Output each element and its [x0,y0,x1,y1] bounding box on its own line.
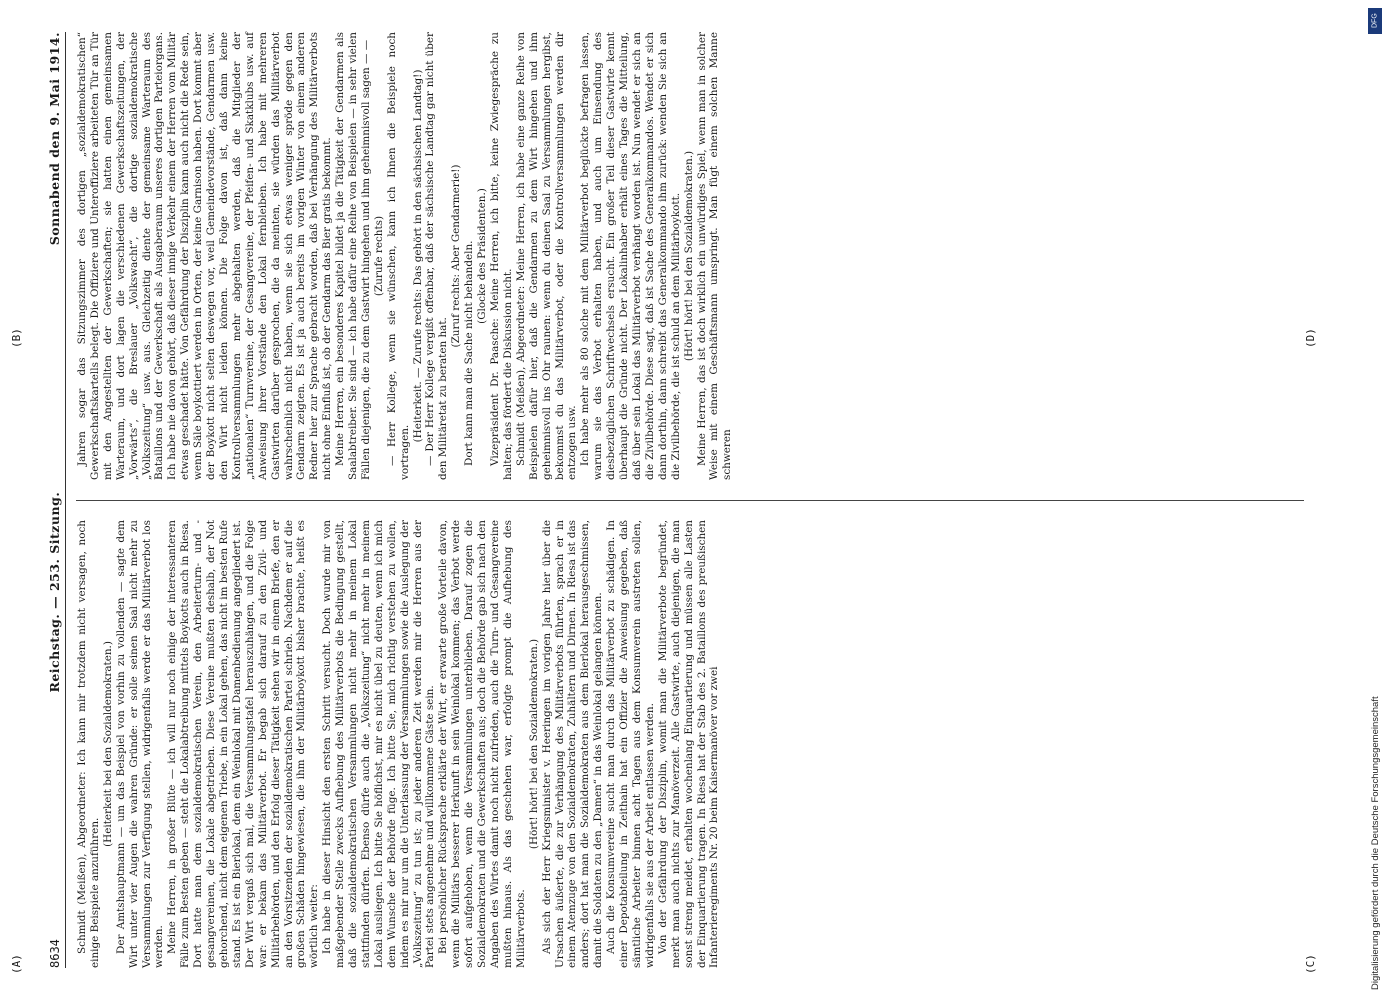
dfg-logo: DFG [1368,8,1382,34]
paragraph: Jahren sogar das Sitzungszimmer des dortigen „sozialdemokratischen“ Gewerkschaftskartells belegt. Die Offiziere und Unteroffiziere arbeiteten Tür an Tür mit den Angestellten der Gewerkschaften; sie hatten einen gemeinsamen Warteraum, und dort lagen die verschiedenen Gewerkschaftszeitungen, der „Vorwärts“, die Breslauer „Volkswacht“, die dortige sozialdemokratische „Volkszeitung“ usw. aus. Gleichzeitig diente der gemeinsame Warteraum des Bataillons und der Gewerkschaft als Ausgaberaum unseres dortigen Parteiorgans. Ich habe nie davon gehört, daß dieser innige Verkehr einem der Herren vom Militär etwas geschadet hätte. Von Gefährdung der Disziplin kann auch nicht die Rede sein, wenn Säle boykottiert werden in Orten, der keine Garnison haben. Dort kommt aber der Boykott nicht selten deswegen vor, weil Gemeindevorstände, Gendarmen usw. den Wirt nicht leiden können. Die Folge davon ist, daß dann keine Kontrollversammlungen mehr abgehalten werden, daß die Mitglieder der „nationalen“ Turnvereine, der Gesangvereine, der Pfeifen- und Skatklubs usw. auf Anweisung ihrer Vorstände den Lokal fernbleiben. Ich habe mit mehreren Gastwirten darüber gesprochen, die da meinten, sie würden das Militärverbot wahrscheinlich nicht haben, wenn sie sich etwas weniger spröde gegen den Gendarm zeigten. Es ist ja auch bereits im vorigen Winter von einem anderen Redner hier zur Sprache gebracht worden, daß bei Verhängung des Militärverbots nicht ohne Einfluß ist, ob der Gendarm das Bier gratis bekommt. [76,32,334,480]
paragraph: Als sich der Herr Kriegsminister v. Heeringen im vorigen Jahre hier über die Ursachen äußerte, die zur Verhängung des Militärverbots führten, sprach er in einem Atemzuge von den Sozialdemokraten, Zuhältern und Dirnen. In Riesa ist das anders; dort hat man die Sozialdemokraten aus dem Bierlokal herausgeschmissen, damit die Soldaten zu den „Damen“ in das Weinlokal gelangen können. [540,520,605,968]
paragraph: Dort kann man die Sache nicht behandeln. [463,240,476,466]
paragraph: — Herr Kollege, wenn sie wünschen, kann ich Ihnen die Beispiele noch vortragen. [385,32,411,480]
interjection: (Zuruf rechts: Aber Gendarmerie!) [450,164,463,348]
interjection: (Heiterkeit bei den Sozialdemokraten.) [101,641,114,847]
session-date: Sonnabend den 9. Mai 1914. [47,32,62,246]
column-divider [76,500,1304,501]
page-number: 8634 [48,939,62,968]
paragraph: Vizepräsident Dr. Paasche: Meine Herren, ich bitte, keine Zwiegespräche zu halten; das fördert die Diskussion nicht. [489,32,514,480]
paragraph: Bei persönlicher Rücksprache erklärte der Wirt, er erwarte große Vorteile davon, wenn die Militärs besserer Herkunft in sein Weinlokal kommen; das Verbot werde sofort aufgehoben, wenn die Versammlungen unterblieben. Darauf zogen die Sozialdemokraten und die Gewerkschaften aus; doch die Behörde gab sich nach den Angaben des Wirtes damit noch nicht zufrieden, auch die Turn- und Gesangvereine mußten hinaus. Als das geschehen war, erfolgte prompt die Aufhebung des Militärverbots. [437,520,527,968]
quotation: Ich habe in dieser Hinsicht den ersten Schritt versucht. Doch wurde mir von maßgebender Stelle zwecks Aufhebung des Militärverbots die Bedingung gestellt, daß die sozialdemokratischen Versammlungen nicht mehr in meinem Lokal stattfinden dürfen. Ebenso dürfe auch die „Volkszeitung“ nicht mehr in meinem Lokal ausliegen. Ich bitte Sie höflichst, mir es nicht übel zu deuten, wenn ich mich dem Wunsche der Behörde füge. Ich bitte Sie, mich richtig verstehen zu wollen, indem es mir nur um die Unterlassung der Versammlungen sowie die Auslegung der „Volkszeitung“ zu tun ist; zu jeder anderen Zeit werden mir die Herren aus der Partei stets angenehme und willkommene Gäste sein. [321,520,437,968]
interjection: (Hört! hört! bei den Sozialdemokraten.) [527,638,540,850]
session-title: Reichstag. — 253. Sitzung. [47,491,62,693]
interjection: (Zurufe rechts) [372,215,385,297]
paragraph: Ich habe mehr als 80 solche mit dem Militärverbot beglückte befragen lassen, warum sie das Verbot erhalten haben, und auch um Einsendung des diesbezüglichen Schriftwechsels ersucht. Ein großer Teil dieser Gastwirte kennt überhaupt die Gründe nicht. Der Lokalinhaber erhält eines Tages die Mitteilung, daß über sein Lokal das Militärverbot verhängt worden ist. Nun wendet er sich an die Zivilbehörde. Diese sagt, daß ist Sache des Generalkommandos. Wendet er sich dann dorthin, dann schreibt das Generalkommando ihm zurück: wenden Sie sich an die Zivilbehörde, die ist schuld an dem Militärboykott. [579,32,682,480]
paragraph: Schmidt (Meißen), Abgeordneter: Meine Herren, ich habe eine ganze Reihe von Beispielen dafür hier, daß die Gendarmen zu dem Wirt hingehen und ihm geheimnisvoll ins Ohr raunen: wenn du deinen Saal zu Versammlungen hergibst, bekommst du das Militärverbot, oder die Kontrollversammlungen werden dir entzogen usw. [514,32,579,480]
paragraph: Schmidt (Meißen), Abgeordneter: Ich kann mir trotzdem nicht versagen, noch einige Beispiele anzuführen. [76,520,101,968]
interjection: (Hört! hört! bei den Sozialdemokraten.) [682,150,695,362]
margin-mark-a: (A) [10,954,23,974]
paragraph: Meine Herren, das ist doch wirklich ein unwürdiges Spiel, wenn man in solcher Weise mit einem Geschäftsmann umspringt. Man fügt einem solchen Manne schweren [695,32,734,480]
paragraph: Meine Herren, in großer Blüte — ich will nur noch einige der interessanteren Fälle zum Besten geben — steht die Lokalabtreibung mittels Boykotts auch in Riesa. Dort hatte man dem sozialdemokratischen Verein, den Arbeiterturn- und -gesangvereinen, die Lokale abgetrieben. Diese Vereine mußten deshalb, der Not gehorchend, nicht dem eigenen Triebe, in ein Lokal gehen, das nicht im besten Rufe stand. Es ist ein Bierlokal, dem ein Weinlokal mit Damenbedienung angegliedert ist. Der Wirt vergaß sich mal, die Versammlungstafel herauszuhängen, und die Folge war: er bekam das Militärverbot. Er begab sich darauf zu den Zivil- und Militärbehörden, und den Erfolg dieser Tätigkeit sehen wir in einem Briefe, den er an den Vorsitzenden der sozialdemokratischen Partei schrieb. Nachdem er auf die großen Schäden hingewiesen, die ihm der Militärboykott bisher brachte, heißt es wörtlich weiter: [166,520,321,968]
paragraph: Auch die Konsumvereine sucht man durch das Militärverbot zu schädigen. In einer Depotabteilung in Zeithain hat ein Offizier die Anweisung gegeben, daß sämtliche Arbeiter binnen acht Tagen aus dem Konsumverein austreten sollen, widrigenfalls sie aus der Arbeit entlassen werden. [605,520,656,968]
page-header [32,32,66,968]
rotated-content [10,32,1322,974]
margin-mark-b: (B) [10,328,23,348]
left-column [76,520,721,968]
interjection: (Glocke des Präsidenten.) [476,188,489,324]
interjection: (Heiterkeit. — Zurufe rechts: Das gehört in den sächsischen Landtag!) [411,69,424,443]
margin-mark-c: (C) [1304,954,1317,974]
paragraph: Von der Gefährdung der Disziplin, womit man die Militärverbote begründet, merkt man auch nichts zur Manöverzeit. Alle Gastwirte, auch diejenigen, die man sonst streng meidet, erhalten wochenlang Einquartierung und müssen alle Lasten der Einquartierung tragen. In Riesa hat der Stab des 2. Bataillons des preußischen Infanterieregiments Nr. 20 beim Kaisermanöver vor zwei [656,520,721,968]
digitization-note: Digitalisierung gefördert durch die Deutsche Forschungsgemeinschaft [1370,696,1381,990]
paragraph: Meine Herren, ein besonderes Kapitel bildet ja die Tätigkeit der Gendarmen als Saalabtreiber. Sie sind — ich habe dafür eine Reihe von Beispielen — in sehr vielen Fällen diejenigen, die zu dem Gastwirt hingehen und ihm geheimnisvoll sagen — — [334,32,372,480]
paragraph: Der Amtshauptmann — um das Beispiel von vorhin zu vollenden — sagte dem Wirt unter vier Augen die wahren Gründe: er solle seinen Saal nicht mehr zu Versammlungen zur Verfügung stellen, widrigenfalls werde er das Militärverbot los werden. [114,520,166,968]
margin-mark-d: (D) [1304,328,1317,348]
paragraph: — Der Herr Kollege vergißt offenbar, daß der sächsische Landtag gar nicht über den Militäretat zu beraten hat. [424,32,450,480]
right-column [76,32,734,480]
